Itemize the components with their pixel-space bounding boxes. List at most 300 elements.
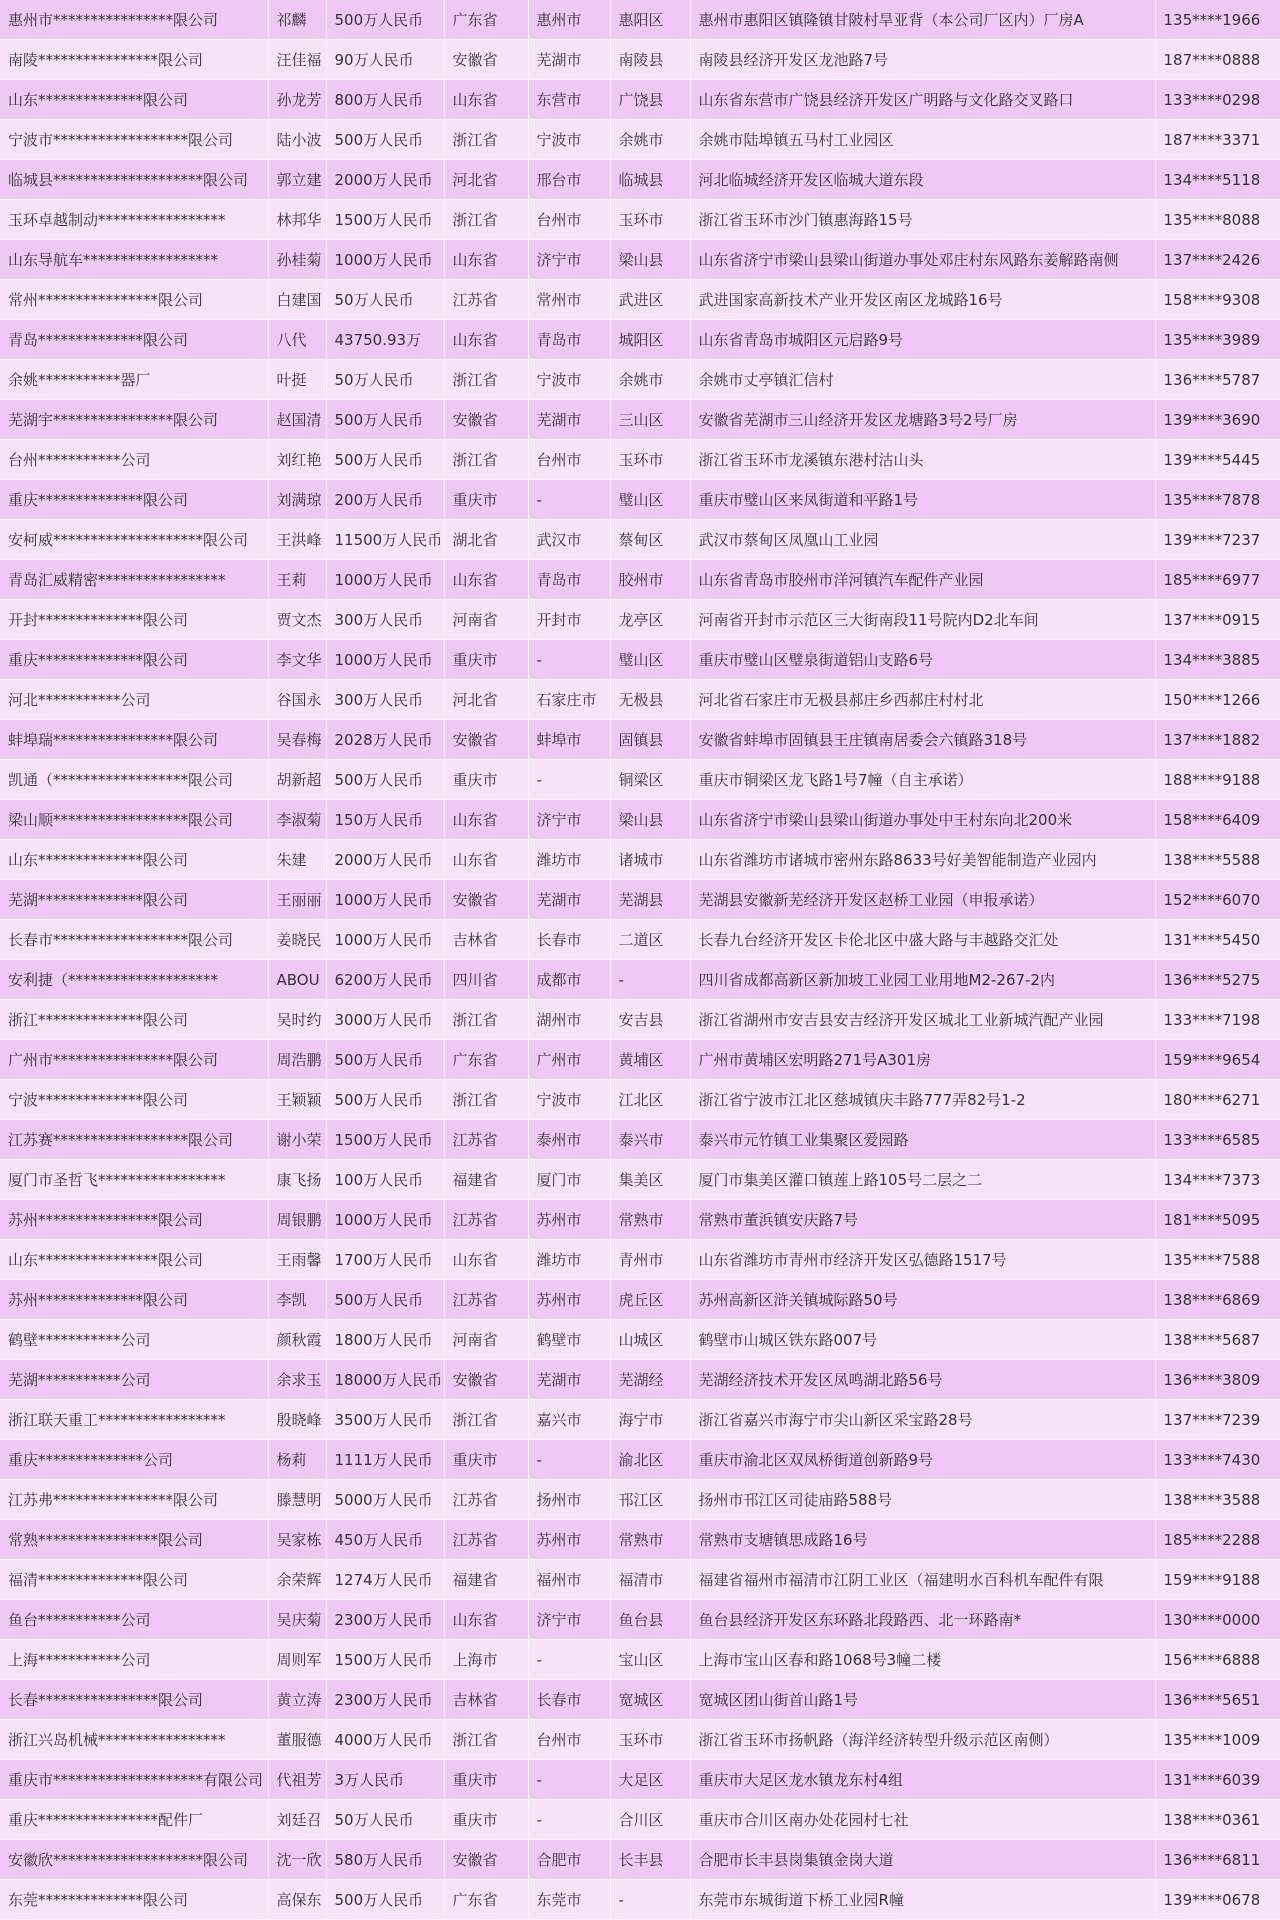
table-row	[0, 600, 1280, 640]
cell-district: 广饶县	[610, 80, 690, 120]
cell-address: 合肥市长丰县岗集镇金岗大道	[690, 1840, 1155, 1880]
cell-province: 山东省	[444, 320, 528, 360]
table-row	[0, 40, 1280, 80]
cell-company: 台州***********公司	[0, 440, 268, 480]
cell-district: 长丰县	[610, 1840, 690, 1880]
cell-city: 开封市	[528, 600, 610, 640]
cell-contact: 刘廷召	[268, 1800, 326, 1840]
cell-district: 梁山县	[610, 240, 690, 280]
cell-company: 苏州****************限公司	[0, 1200, 268, 1240]
cell-capital: 6200万人民币	[326, 960, 444, 1000]
cell-district: 余姚市	[610, 360, 690, 400]
cell-company: 厦门市圣哲飞*****************	[0, 1160, 268, 1200]
cell-company: 余姚***********器厂	[0, 360, 268, 400]
cell-contact: 刘满琼	[268, 480, 326, 520]
table-row	[0, 1760, 1280, 1800]
cell-address: 河北省石家庄市无极县郝庄乡西郝庄村村北	[690, 680, 1155, 720]
cell-province: 吉林省	[444, 920, 528, 960]
cell-capital: 1500万人民币	[326, 1120, 444, 1160]
cell-capital: 3000万人民币	[326, 1000, 444, 1040]
cell-city: 合肥市	[528, 1840, 610, 1880]
cell-city: -	[528, 1440, 610, 1480]
cell-province: 山东省	[444, 840, 528, 880]
cell-phone: 181****5095	[1155, 1200, 1280, 1240]
cell-phone: 159****9188	[1155, 1560, 1280, 1600]
table-row	[0, 1640, 1280, 1680]
cell-address: 广州市黄埔区宏明路271号A301房	[690, 1040, 1155, 1080]
cell-capital: 100万人民币	[326, 1160, 444, 1200]
cell-phone: 156****6888	[1155, 1640, 1280, 1680]
cell-city: 长春市	[528, 920, 610, 960]
cell-phone: 180****6271	[1155, 1080, 1280, 1120]
cell-city: 台州市	[528, 1720, 610, 1760]
cell-company: 重庆****************配件厂	[0, 1800, 268, 1840]
cell-contact: 余荣辉	[268, 1560, 326, 1600]
table-row	[0, 1720, 1280, 1760]
cell-capital: 1500万人民币	[326, 1640, 444, 1680]
cell-city: 蚌埠市	[528, 720, 610, 760]
cell-company: 长春****************限公司	[0, 1680, 268, 1720]
cell-contact: 吴春梅	[268, 720, 326, 760]
cell-company: 蚌埠瑞****************限公司	[0, 720, 268, 760]
cell-district: 南陵县	[610, 40, 690, 80]
table-row	[0, 1840, 1280, 1880]
cell-province: 上海市	[444, 1640, 528, 1680]
cell-province: 重庆市	[444, 640, 528, 680]
table-row	[0, 320, 1280, 360]
cell-contact: 周则军	[268, 1640, 326, 1680]
cell-company: 惠州市****************限公司	[0, 0, 268, 40]
cell-city: 泰州市	[528, 1120, 610, 1160]
table-row	[0, 1880, 1280, 1920]
cell-phone: 158****9308	[1155, 280, 1280, 320]
cell-city: 芜湖市	[528, 40, 610, 80]
cell-phone: 159****9654	[1155, 1040, 1280, 1080]
table-row	[0, 1520, 1280, 1560]
cell-city: 长春市	[528, 1680, 610, 1720]
cell-address: 芜湖经济技术开发区凤鸣湖北路56号	[690, 1360, 1155, 1400]
cell-province: 河北省	[444, 160, 528, 200]
cell-address: 福建省福州市福清市江阴工业区（福建明水百科机车配件有限	[690, 1560, 1155, 1600]
cell-province: 重庆市	[444, 1440, 528, 1480]
cell-district: 宝山区	[610, 1640, 690, 1680]
cell-capital: 2300万人民币	[326, 1680, 444, 1720]
cell-phone: 136****6811	[1155, 1840, 1280, 1880]
cell-city: -	[528, 1800, 610, 1840]
cell-contact: 吴家栋	[268, 1520, 326, 1560]
cell-capital: 500万人民币	[326, 760, 444, 800]
cell-contact: 林邦华	[268, 200, 326, 240]
table-row	[0, 360, 1280, 400]
cell-address: 四川省成都高新区新加坡工业园工业用地M2-267-2内	[690, 960, 1155, 1000]
cell-phone: 185****2288	[1155, 1520, 1280, 1560]
cell-city: -	[528, 760, 610, 800]
cell-capital: 1700万人民币	[326, 1240, 444, 1280]
cell-city: 芜湖市	[528, 400, 610, 440]
cell-address: 山东省青岛市胶州市洋河镇汽车配件产业园	[690, 560, 1155, 600]
cell-phone: 187****0888	[1155, 40, 1280, 80]
cell-capital: 2000万人民币	[326, 160, 444, 200]
cell-address: 扬州市邗江区司徒庙路588号	[690, 1480, 1155, 1520]
cell-district: 玉环市	[610, 200, 690, 240]
cell-district: 黄埔区	[610, 1040, 690, 1080]
cell-province: 湖北省	[444, 520, 528, 560]
table-row	[0, 200, 1280, 240]
cell-district: 宽城区	[610, 1680, 690, 1720]
cell-phone: 188****9188	[1155, 760, 1280, 800]
cell-company: 开封**************限公司	[0, 600, 268, 640]
cell-city: 宁波市	[528, 360, 610, 400]
cell-company: 浙江**************限公司	[0, 1000, 268, 1040]
cell-capital: 50万人民币	[326, 280, 444, 320]
table-row	[0, 920, 1280, 960]
cell-capital: 50万人民币	[326, 1800, 444, 1840]
cell-address: 浙江省玉环市沙门镇惠海路15号	[690, 200, 1155, 240]
cell-capital: 11500万人民币	[326, 520, 444, 560]
cell-province: 江苏省	[444, 1520, 528, 1560]
cell-district: 合川区	[610, 1800, 690, 1840]
cell-province: 浙江省	[444, 1400, 528, 1440]
table-row	[0, 1480, 1280, 1520]
cell-city: -	[528, 1640, 610, 1680]
cell-province: 重庆市	[444, 1760, 528, 1800]
table-row	[0, 840, 1280, 880]
cell-city: 济宁市	[528, 800, 610, 840]
cell-district: 海宁市	[610, 1400, 690, 1440]
cell-contact: 赵国清	[268, 400, 326, 440]
cell-capital: 800万人民币	[326, 80, 444, 120]
cell-capital: 500万人民币	[326, 1040, 444, 1080]
cell-capital: 2300万人民币	[326, 1600, 444, 1640]
cell-capital: 500万人民币	[326, 1080, 444, 1120]
cell-province: 山东省	[444, 80, 528, 120]
cell-contact: 王颖颖	[268, 1080, 326, 1120]
cell-contact: 沈一欣	[268, 1840, 326, 1880]
cell-company: 福清**************限公司	[0, 1560, 268, 1600]
cell-company: 广州市****************限公司	[0, 1040, 268, 1080]
cell-address: 武进国家高新技术产业开发区南区龙城路16号	[690, 280, 1155, 320]
cell-district: 二道区	[610, 920, 690, 960]
cell-city: 邢台市	[528, 160, 610, 200]
table-row	[0, 120, 1280, 160]
cell-capital: 500万人民币	[326, 440, 444, 480]
cell-city: 广州市	[528, 1040, 610, 1080]
cell-city: 济宁市	[528, 1600, 610, 1640]
table-row	[0, 0, 1280, 40]
cell-province: 安徽省	[444, 400, 528, 440]
cell-contact: 姜晓民	[268, 920, 326, 960]
cell-capital: 1111万人民币	[326, 1440, 444, 1480]
cell-province: 江苏省	[444, 1480, 528, 1520]
cell-phone: 133****6585	[1155, 1120, 1280, 1160]
cell-phone: 136****5787	[1155, 360, 1280, 400]
cell-capital: 300万人民币	[326, 600, 444, 640]
cell-district: 临城县	[610, 160, 690, 200]
cell-contact: 康飞扬	[268, 1160, 326, 1200]
cell-address: 上海市宝山区春和路1068号3幢二楼	[690, 1640, 1155, 1680]
cell-district: 福清市	[610, 1560, 690, 1600]
cell-province: 浙江省	[444, 1000, 528, 1040]
cell-phone: 136****3809	[1155, 1360, 1280, 1400]
cell-province: 广东省	[444, 1880, 528, 1920]
cell-province: 山东省	[444, 1240, 528, 1280]
cell-contact: 李淑菊	[268, 800, 326, 840]
cell-phone: 135****8088	[1155, 200, 1280, 240]
cell-company: 临城县********************限公司	[0, 160, 268, 200]
table-row	[0, 720, 1280, 760]
cell-capital: 500万人民币	[326, 1880, 444, 1920]
cell-address: 河南省开封市示范区三大街南段11号院内D2北车间	[690, 600, 1155, 640]
cell-phone: 152****6070	[1155, 880, 1280, 920]
cell-city: 芜湖市	[528, 880, 610, 920]
cell-province: 河南省	[444, 600, 528, 640]
cell-contact: 李凯	[268, 1280, 326, 1320]
cell-address: 常熟市支塘镇思成路16号	[690, 1520, 1155, 1560]
cell-city: 石家庄市	[528, 680, 610, 720]
cell-district: 余姚市	[610, 120, 690, 160]
cell-company: 苏州**************限公司	[0, 1280, 268, 1320]
cell-company: 浙江兴岛机械*****************	[0, 1720, 268, 1760]
cell-phone: 135****3989	[1155, 320, 1280, 360]
cell-company: 常州****************限公司	[0, 280, 268, 320]
cell-district: 三山区	[610, 400, 690, 440]
cell-district: 铜梁区	[610, 760, 690, 800]
table-row	[0, 1040, 1280, 1080]
cell-phone: 139****5445	[1155, 440, 1280, 480]
cell-company: 安柯威********************限公司	[0, 520, 268, 560]
cell-address: 浙江省宁波市江北区慈城镇庆丰路777弄82号1-2	[690, 1080, 1155, 1120]
cell-company: 凯通（******************限公司	[0, 760, 268, 800]
cell-phone: 133****7198	[1155, 1000, 1280, 1040]
cell-capital: 4000万人民币	[326, 1720, 444, 1760]
table-row	[0, 1600, 1280, 1640]
cell-district: 胶州市	[610, 560, 690, 600]
cell-contact: 王洪峰	[268, 520, 326, 560]
cell-province: 山东省	[444, 240, 528, 280]
cell-district: 泰兴市	[610, 1120, 690, 1160]
cell-address: 浙江省嘉兴市海宁市尖山新区采宝路28号	[690, 1400, 1155, 1440]
cell-address: 常熟市董浜镇安庆路7号	[690, 1200, 1155, 1240]
cell-capital: 450万人民币	[326, 1520, 444, 1560]
cell-phone: 185****6977	[1155, 560, 1280, 600]
cell-capital: 1000万人民币	[326, 1200, 444, 1240]
cell-company: 鹤壁***********公司	[0, 1320, 268, 1360]
cell-address: 宽城区团山街首山路1号	[690, 1680, 1155, 1720]
cell-city: 宁波市	[528, 120, 610, 160]
cell-province: 福建省	[444, 1560, 528, 1600]
cell-phone: 138****5687	[1155, 1320, 1280, 1360]
cell-district: 璧山区	[610, 480, 690, 520]
cell-city: 宁波市	[528, 1080, 610, 1120]
cell-address: 山东省东营市广饶县经济开发区广明路与文化路交叉路口	[690, 80, 1155, 120]
cell-contact: 祁麟	[268, 0, 326, 40]
cell-address: 重庆市铜梁区龙飞路1号7幢（自主承诺）	[690, 760, 1155, 800]
cell-district: 青州市	[610, 1240, 690, 1280]
cell-phone: 136****5651	[1155, 1680, 1280, 1720]
cell-address: 浙江省湖州市安吉县安吉经济开发区城北工业新城汽配产业园	[690, 1000, 1155, 1040]
cell-address: 余姚市陆埠镇五马村工业园区	[690, 120, 1155, 160]
cell-company: 重庆**************限公司	[0, 640, 268, 680]
table-row	[0, 800, 1280, 840]
cell-contact: 代祖芳	[268, 1760, 326, 1800]
cell-province: 浙江省	[444, 200, 528, 240]
cell-province: 江苏省	[444, 1280, 528, 1320]
cell-phone: 158****6409	[1155, 800, 1280, 840]
cell-company: 长春市******************限公司	[0, 920, 268, 960]
cell-company: 鱼台***********公司	[0, 1600, 268, 1640]
cell-district: 安吉县	[610, 1000, 690, 1040]
cell-address: 山东省济宁市梁山县梁山街道办事处中王村东向北200米	[690, 800, 1155, 840]
cell-city: 嘉兴市	[528, 1400, 610, 1440]
table-row	[0, 760, 1280, 800]
cell-address: 泰兴市元竹镇工业集聚区爱园路	[690, 1120, 1155, 1160]
cell-company: 山东导航车******************	[0, 240, 268, 280]
cell-phone: 138****6869	[1155, 1280, 1280, 1320]
cell-company: 芜湖**************限公司	[0, 880, 268, 920]
cell-district: 集美区	[610, 1160, 690, 1200]
table-row	[0, 1080, 1280, 1120]
cell-capital: 1274万人民币	[326, 1560, 444, 1600]
cell-province: 重庆市	[444, 480, 528, 520]
cell-capital: 2028万人民币	[326, 720, 444, 760]
cell-contact: ABOU	[268, 960, 326, 1000]
table-row	[0, 440, 1280, 480]
cell-district: -	[610, 1880, 690, 1920]
cell-province: 浙江省	[444, 1720, 528, 1760]
cell-district: 诸城市	[610, 840, 690, 880]
cell-address: 山东省潍坊市诸城市密州东路8633号好美智能制造产业园内	[690, 840, 1155, 880]
cell-company: 江苏弗****************限公司	[0, 1480, 268, 1520]
cell-address: 芜湖县安徽新芜经济开发区赵桥工业园（申报承诺）	[690, 880, 1155, 920]
cell-company: 南陵****************限公司	[0, 40, 268, 80]
cell-city: 扬州市	[528, 1480, 610, 1520]
cell-contact: 刘红艳	[268, 440, 326, 480]
cell-address: 浙江省玉环市扬帆路（海洋经济转型升级示范区南侧）	[690, 1720, 1155, 1760]
cell-address: 南陵县经济开发区龙池路7号	[690, 40, 1155, 80]
cell-province: 浙江省	[444, 1080, 528, 1120]
cell-province: 浙江省	[444, 360, 528, 400]
cell-city: -	[528, 480, 610, 520]
cell-city: 湖州市	[528, 1000, 610, 1040]
cell-city: 武汉市	[528, 520, 610, 560]
cell-city: 潍坊市	[528, 1240, 610, 1280]
table-row	[0, 1800, 1280, 1840]
cell-contact: 朱建	[268, 840, 326, 880]
cell-city: -	[528, 1760, 610, 1800]
cell-capital: 50万人民币	[326, 360, 444, 400]
cell-district: 芜湖经	[610, 1360, 690, 1400]
table-row	[0, 400, 1280, 440]
table-row	[0, 1360, 1280, 1400]
cell-phone: 134****7373	[1155, 1160, 1280, 1200]
cell-address: 山东省济宁市梁山县梁山街道办事处邓庄村东风路东姜解路南侧	[690, 240, 1155, 280]
cell-city: 台州市	[528, 440, 610, 480]
cell-phone: 135****7878	[1155, 480, 1280, 520]
cell-city: 苏州市	[528, 1200, 610, 1240]
cell-company: 常熟****************限公司	[0, 1520, 268, 1560]
cell-capital: 500万人民币	[326, 400, 444, 440]
cell-district: 山城区	[610, 1320, 690, 1360]
table-row	[0, 1320, 1280, 1360]
cell-company: 宁波**************限公司	[0, 1080, 268, 1120]
cell-capital: 500万人民币	[326, 120, 444, 160]
cell-phone: 138****5588	[1155, 840, 1280, 880]
cell-capital: 2000万人民币	[326, 840, 444, 880]
cell-contact: 贾文杰	[268, 600, 326, 640]
cell-district: 虎丘区	[610, 1280, 690, 1320]
table-row	[0, 1240, 1280, 1280]
cell-phone: 137****7239	[1155, 1400, 1280, 1440]
cell-phone: 130****0000	[1155, 1600, 1280, 1640]
cell-contact: 汪佳福	[268, 40, 326, 80]
cell-province: 重庆市	[444, 1800, 528, 1840]
cell-company: 重庆**************公司	[0, 1440, 268, 1480]
cell-province: 山东省	[444, 1600, 528, 1640]
cell-company: 重庆市********************有限公司	[0, 1760, 268, 1800]
table-row	[0, 560, 1280, 600]
cell-contact: 八代	[268, 320, 326, 360]
cell-province: 吉林省	[444, 1680, 528, 1720]
cell-contact: 殷晓峰	[268, 1400, 326, 1440]
cell-company: 重庆**************限公司	[0, 480, 268, 520]
cell-company: 浙江联天重工*****************	[0, 1400, 268, 1440]
cell-district: 璧山区	[610, 640, 690, 680]
cell-company: 山东**************限公司	[0, 840, 268, 880]
cell-address: 厦门市集美区灌口镇莲上路105号二层之二	[690, 1160, 1155, 1200]
cell-address: 鱼台县经济开发区东环路北段路西、北一环路南*	[690, 1600, 1155, 1640]
cell-contact: 白建国	[268, 280, 326, 320]
cell-company: 山东****************限公司	[0, 1240, 268, 1280]
cell-capital: 1500万人民币	[326, 200, 444, 240]
cell-province: 福建省	[444, 1160, 528, 1200]
cell-province: 江苏省	[444, 1200, 528, 1240]
cell-city: 惠州市	[528, 0, 610, 40]
cell-contact: 李文华	[268, 640, 326, 680]
cell-city: 成都市	[528, 960, 610, 1000]
cell-city: 台州市	[528, 200, 610, 240]
cell-city: 福州市	[528, 1560, 610, 1600]
cell-company: 山东**************限公司	[0, 80, 268, 120]
cell-province: 安徽省	[444, 880, 528, 920]
table-row	[0, 960, 1280, 1000]
cell-phone: 137****2426	[1155, 240, 1280, 280]
table-row	[0, 1280, 1280, 1320]
cell-phone: 138****3588	[1155, 1480, 1280, 1520]
cell-city: 潍坊市	[528, 840, 610, 880]
cell-capital: 5000万人民币	[326, 1480, 444, 1520]
cell-contact: 颜秋霞	[268, 1320, 326, 1360]
cell-capital: 580万人民币	[326, 1840, 444, 1880]
cell-city: 苏州市	[528, 1520, 610, 1560]
table-row	[0, 640, 1280, 680]
cell-contact: 董服德	[268, 1720, 326, 1760]
cell-company: 宁波市******************限公司	[0, 120, 268, 160]
cell-contact: 周浩鹏	[268, 1040, 326, 1080]
cell-address: 浙江省玉环市龙溪镇东港村沽山头	[690, 440, 1155, 480]
cell-province: 重庆市	[444, 760, 528, 800]
cell-address: 重庆市合川区南办处花园村七社	[690, 1800, 1155, 1840]
cell-province: 安徽省	[444, 40, 528, 80]
cell-district: -	[610, 960, 690, 1000]
cell-phone: 133****0298	[1155, 80, 1280, 120]
cell-company: 玉环卓越制动*****************	[0, 200, 268, 240]
cell-contact: 谷国永	[268, 680, 326, 720]
cell-address: 武汉市蔡甸区凤凰山工业园	[690, 520, 1155, 560]
cell-phone: 135****1966	[1155, 0, 1280, 40]
cell-contact: 王丽丽	[268, 880, 326, 920]
cell-capital: 3万人民币	[326, 1760, 444, 1800]
cell-district: 武进区	[610, 280, 690, 320]
